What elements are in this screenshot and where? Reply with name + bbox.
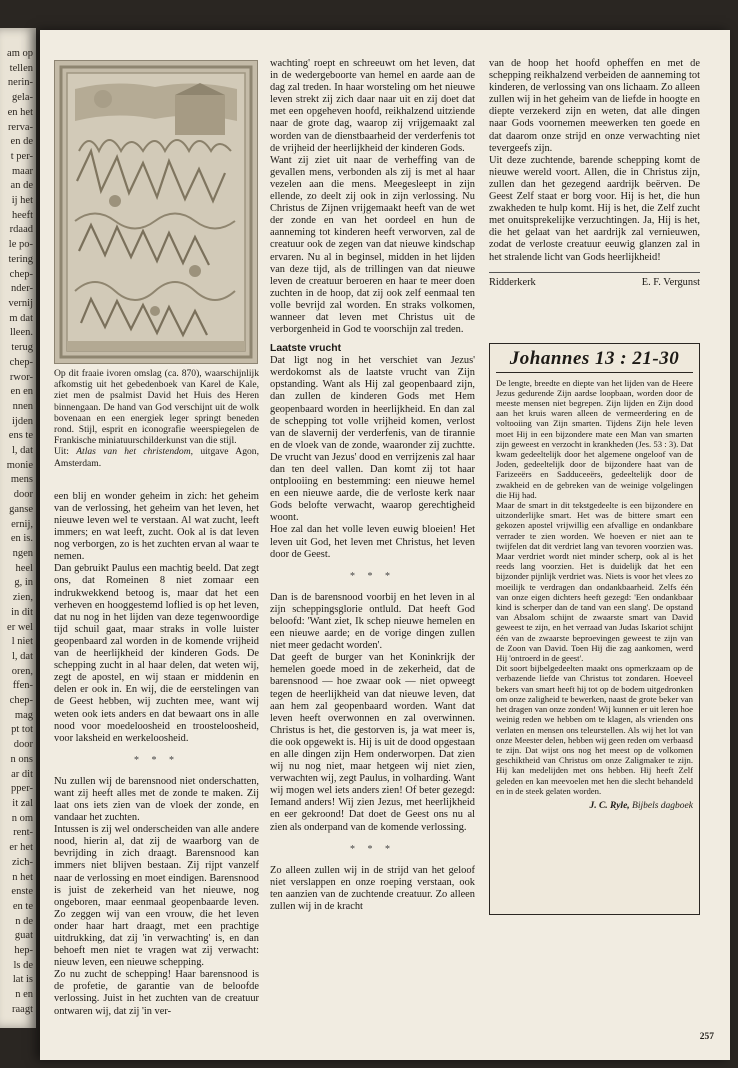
prev-page-fragment: nder-	[11, 283, 33, 295]
sidebar-box	[489, 343, 700, 915]
prev-page-fragment: pt tot	[11, 724, 33, 736]
ivory-cover-image	[54, 60, 258, 364]
prev-page-fragment: am op	[7, 48, 33, 59]
sidebar-source: Bijbels dagboek	[632, 800, 693, 811]
prev-page-fragment: heel	[15, 562, 33, 574]
prev-page-fragment: en is.	[10, 533, 33, 545]
prev-page-fragment: n de	[15, 915, 33, 927]
prev-page-fragment: an de	[10, 180, 33, 192]
prev-page-fragment: monie	[6, 459, 33, 471]
paragraph: Hoe zal dan het volle leven euwig bloeien! Het leven uit God, het leven met Christus, het leven door de Geest.	[270, 524, 475, 560]
prev-page-fragment: rerva-	[7, 121, 33, 133]
sidebar-author: J. C. Ryle,	[589, 800, 630, 811]
prev-page-fragment: it zal	[12, 798, 33, 809]
prev-page-fragment: n ons	[10, 753, 33, 765]
page-number: 257	[699, 1032, 714, 1042]
prev-page-fragment: door	[13, 489, 33, 501]
prev-page-fragment: rdaad	[9, 224, 33, 236]
prev-page-fragment: ernij,	[11, 518, 33, 530]
prev-page-fragment: l, dat	[12, 445, 33, 457]
prev-page-fragment: ganse	[9, 503, 33, 515]
prev-page-fragment: mens	[10, 474, 33, 486]
prev-page-fragment: maar	[12, 165, 33, 177]
sidebar-attribution	[496, 801, 693, 811]
prev-page-fragment: rwor-	[9, 371, 33, 383]
prev-page-fragment: zich-	[12, 856, 33, 868]
caption-text: Op dit fraaie ivoren omslag (ca. 870), waarschijnlijk afkomstig uit het gebedenboek van Karel de Kale, ziet men de psalmist David het Huis des Heren binnengaan. De hand van God verschijnt uit de wolk bovenaan en een energiek leger springt beneden rond. Stijl, esprit en iconografie weerspiegelen de Frankische miniatuurschilderkunst van die stijl.	[54, 368, 259, 447]
prev-page-fragment: n en	[15, 989, 33, 1001]
sidebar-paragraph: Dit soort bijbelgedeelten maakt ons opmerkzaam op de verbazende liefde van Christus tot zondaren. Hoeveel bekers van smart heeft hij tot op de bodem uitgedronken om onze zaligheid te bewerken, naast de grote beker van het dragen van onze zonden! Wij kunnen er uit leren hoe weinig reden we hebben om te klagen, als vrienden ons verlaten en mensen ons teleurstellen. Als wij het lot van onze Meester delen, hebben wij geen reden om verbaasd te zijn. Dat wijst ons nog het meest op de volkomen geschiktheid van Christus om onze Zaligmaker te zijn. Hij kan medelijden met ons hebben. Hij heeft Zelf geleden en kan meevoelen met hen die slecht behandeld en in de steek gelaten worden.	[496, 663, 693, 796]
caption-source: Uit: Atlas van het christendom, uitgave Agon, Amsterdam.	[54, 446, 259, 469]
article-signature	[489, 272, 700, 288]
signature-place: Ridderkerk	[489, 276, 536, 288]
section-heading: Laatste vrucht	[270, 343, 342, 355]
paragraph: Dan gebruikt Paulus een machtig beeld. Dat zegt ons, dat Romeinen 8 niet zomaar een indrukwekkend betoog is, maar dat het een verheven en hooggestemd loflied is op het leven, dat nu nog in het lijden van deze tegenwoordige tijd schuil gaat, maar straks in volle luister geopenbaard zal worden in de komende vrijheid van de heerlijkheid der kinderen Gods. De schepping zucht in al haar delen, dat weten wij, zegt de apostel, en wij staan er middenin en delen er ook in. En wij, die de eerstelingen van de Geest hebben, wij zuchten mee, want wij weten ook iets anders en dat bewaart ons in alle nood voor moedeloosheid en troosteloosheid, voor laksheid en werkeloosheid.	[54, 563, 259, 744]
prev-page-fragment: guat	[14, 930, 33, 942]
column-1	[54, 60, 259, 1018]
section-separator: * * *	[134, 754, 179, 766]
prev-page-fragment: er het	[9, 842, 33, 854]
prev-page-fragment: ar dit	[11, 768, 33, 780]
prev-page-fragment: pper-	[11, 783, 33, 795]
paragraph: wachting' roept en schreeuwt om het leven, dat in de wedergeboorte van hemel en aarde aan de dag zal treden. In haar worsteling om het nieuwe leven strekt zij zich daar naar uit en zij doet dat met een opgeheven hoofd, reikhalzend uitziende naar de grote dag, waarop zij vrijgemaakt zal worden van de dienstbaarheid der verderfenis tot de vrijheid der heerlijkheid der kinderen Gods.	[270, 58, 475, 154]
prev-page-fragment: en te	[12, 900, 33, 912]
prev-page-fragment: en het	[7, 106, 33, 118]
prev-page-fragment: en en	[10, 386, 33, 398]
paragraph: Nu zullen wij de barensnood niet onderschatten, want zij heeft alles met de zonde te maken. Zij laat ons iets zien van de vloek der zonde, en vandaar het zuchten.	[54, 775, 259, 824]
prev-page-fragment: nnen	[12, 400, 33, 412]
magazine-page	[40, 30, 730, 1060]
prev-page-fragment: n het	[12, 871, 33, 883]
prev-page-fragment: er wel	[7, 621, 33, 633]
sidebar-paragraph: Maar de smart in dit tekstgedeelte is een bijzondere en uitzonderlijke smart. Het was de bittere smart een gekozen apostel vrijwillig een afvallige en ondankbare verrader te zien worden. We hoeven er niet aan te twijfelen dat dit verdriet lang van tevoren voorzien was. Maar verdriet wordt niet minder scherp, ook al is het reeds lang voorzien. Het is duidelijk dat het een bijzonder pijnlijk verdriet was. Niets is voor het vlees zo moeilijk te verdragen dan ondankbaarheid. Zelfs één van onze eigen dichters heeft gezegd: 'Een ondankbaar kind is scherper dan de tand van een slang'. De opstand van Absalom schijnt de zwaarste smart van David geweest te zijn, en het verraad van Judas Iskariot schijnt één van de zwaarste beproevingen geweest te zijn van de Zoon van David. Toen Hij die zag aankomen, werd Hij 'ontroerd in de geest'.	[496, 500, 693, 664]
prev-page-fragment: hep-	[14, 945, 33, 957]
prev-page-fragment: gela-	[12, 92, 33, 104]
prev-page-fragment: mag	[14, 709, 33, 721]
prev-page-fragment: l niet	[11, 636, 33, 648]
prev-page-fragment: vernij	[8, 298, 33, 309]
source-title: Atlas van het christendom,	[76, 446, 194, 458]
prev-page-fragment: heeft	[12, 209, 33, 221]
prev-page-fragment: oren,	[11, 665, 33, 677]
prev-page-fragment: zien,	[12, 592, 33, 604]
prev-page-fragment: terug	[11, 342, 33, 354]
prev-page-fragment: chep-	[9, 356, 33, 368]
previous-page-edge	[0, 28, 36, 1028]
prev-page-fragment: lleen.	[9, 327, 33, 339]
prev-page-fragment: ffen-	[12, 680, 33, 692]
prev-page-fragment: ls de	[13, 959, 33, 971]
paragraph: Uit deze zuchtende, barende schepping komt de nieuwe wereld voort. Allen, die in Christus zijn, zullen dan het gezegend aardrijk beërven. De Geest Zelf staat er borg voor. Hij is het, die hun zwakheden te hulp komt. Hij is het, die Zelf zucht met onuitsprekelijke verzuchtingen. Ja, Hij is het, die het gelaat van het aardrijk zal vernieuwen, zodat de verloste creatuur eeuwig glanzen zal in het stralende licht van Gods heerlijkheid!	[489, 154, 700, 263]
prev-page-fragment: door	[13, 739, 33, 751]
prev-page-fragment: t per-	[10, 150, 33, 162]
column-3	[489, 58, 700, 915]
prev-page-fragment: lat is	[12, 974, 33, 986]
paragraph: een blij en wonder geheim in zich: het geheim van de verlossing, het geheim van het leven, het nieuwe leven wel te verstaan. Al wat zucht, leeft immers; en wat leeft, zucht. Ook al is dat leven nog verborgen, zo is het zuchten ervan al waar te nemen.	[54, 490, 259, 563]
sidebar-paragraph: De lengte, breedte en diepte van het lijden van de Heere Jezus gedurende Zijn aardse loopbaan, worden door de meeste mensen niet begrepen. Zijn lijden en Zijn dood aan het kruis waren alleen de vermeerdering en de voltooiing van Zijn smarten. Tijdens Zijn hele leven moet Hij in een bijzondere mate een Man van smarten zijn geweest en verzocht in krankheden (Jes. 53 : 3). Dat kwam gedeeltelijk door het algemene ongeloof van de Joden, gedeeltelijk door de bijzondere haat van de Farizeeërs en Sadduceeërs, gedeeltelijk door de zwakheid en de gebreken van de weinige volgelingen die Hij had.	[496, 377, 693, 500]
prev-page-fragment: chep-	[9, 695, 33, 707]
paragraph: Dat ligt nog in het verschiet van Jezus' werdokomst als de laatste vrucht van Zijn opstanding. Want als Hij zal geopenbaard zijn, dan zullen de kinderen Gods met Hem geopenbaard worden in heerlijkheid. En dan zal de schepping tot volle vrijheid komen, verlost van de slavernij der verderfenis, van de tirannie en de vloek van de zonde, waaronder zij zuchtte. De vrucht van Jezus' dood en verrijzenis zal haar dan ten deel vallen. Dan komt zij tot haar ontplooiing en bestemming: een nieuwe hemel en een nieuwe aarde, die de verloste kerk naar Gods belofte verwacht, waarop gerechtigheid woont.	[270, 355, 475, 524]
paragraph: Zo alleen zullen wij in de strijd van het geloof niet verslappen en onze roeping verstaan, ook ten aanzien van de zuchtende creatuur. Zo alleen zullen wij in de kracht	[270, 864, 475, 912]
prev-page-fragment: ij het	[11, 195, 33, 207]
ivory-relief-icon	[55, 61, 257, 363]
image-caption	[54, 368, 259, 469]
signature-author: E. F. Vergunst	[641, 276, 700, 288]
paragraph: van de hoop het hoofd opheffen en met de schepping reikhalzend verbeiden de aanneming tot kinderen, de verlossing van ons lichaam. Zo alleen zullen wij in het geheim van de liefde in hoogte en diepte verzekerd zijn en weten, dat alle dingen naar Gods voornemen meewerken ten goede en dat daarom onze strijd en onze verwachting niet tevergeefs zijn.	[489, 58, 700, 154]
column-2	[270, 58, 475, 913]
prev-page-fragment: tellen	[9, 62, 33, 74]
prev-page-fragment: ngen	[12, 548, 33, 559]
prev-page-fragment: m dat	[9, 312, 33, 324]
prev-page-fragment: raagt	[12, 1003, 33, 1015]
prev-page-fragment: in dit	[11, 606, 33, 618]
prev-page-fragment: ijden	[12, 415, 33, 427]
prev-page-fragment: l, dat	[12, 650, 33, 662]
paragraph: Dan is de barensnood voorbij en het leven in al zijn scheppingsglorie ontluld. Dat heeft God beloofd: 'Want ziet, Ik schep nieuwe hemelen en een nieuwe aarde; en de vorige dingen zullen niet meer gedacht worden'.	[270, 591, 475, 652]
paragraph: Want zij ziet uit naar de verheffing van de gevallen mens, verbonden als zij is met al haar vezelen aan die mens. Meegesleept in zijn ellende, zo deelt zij ook in zijn verlossing. Nu Christus de Zijnen vrijgemaakt heeft van de wet der zonde en van het oordeel en hun de aanneming tot kinderen heeft verworven, zal de creatuur ook de zegen van dat nieuwe kindschap ervaren. Nu al in beginsel, midden in het lijden van deze tijd, als de trillingen van dat nieuwe leven de creatuur beroeren en haar te meer doen zuchten in de hoop, dat zij ook zelf eenmaal ten volle bevrijd zal worden. En straks volkomen, wanneer dat leven met Christus uit de verborgenheid in God te voorschijn zal treden.	[270, 154, 475, 336]
section-separator: * * *	[350, 843, 395, 855]
paragraph: Zo nu zucht de schepping! Haar barensnood is de profetie, de garantie van de beloofde verlossing. Juist in het zuchten van de creatuur ontwaren wij, dat zij 'in ver-	[54, 969, 259, 1017]
section-separator: * * *	[350, 570, 395, 582]
paragraph: Intussen is zij wel onderscheiden van alle andere nood, hierin al, dat zij de waarborg van de bevrijding in zich draagt. Barensnood kan immers niet blijven bestaan. Zij rijpt vanzelf naar de verlossing en moet eindigen. Barensnood is juist de zekerheid van het nieuwe, nog ongeboren, maar eenmaal geopenbaarde leven. Zo zeggen wij van een vrouw, die het leven onder haar hart draagt, met een prachtige uitdrukking, dat zij 'in verwachting' is, en dan behoeft men niet te vragen wat zij verwacht: nieuw leven, een nieuwe schepping.	[54, 824, 259, 969]
prev-page-fragment: n om	[11, 812, 33, 824]
prev-page-fragment: tering	[8, 253, 33, 265]
prev-page-fragment: chep-	[9, 268, 33, 280]
prev-page-fragment: rent-	[13, 827, 33, 839]
prev-page-fragment: le po-	[8, 239, 33, 251]
prev-page-fragment: g, in	[14, 577, 33, 589]
prev-page-fragment: ens te	[8, 430, 33, 442]
prev-page-fragment: nerin-	[7, 77, 33, 89]
paragraph: Dat geeft de burger van het Koninkrijk der hemelen goede moed in de zekerheid, dat de barensnood — hoe zwaar ook — niet opweegt tegen de heerlijkheid van dat nieuwe leven, dat aan hem zal geopenbaard worden. Want dat leven heeft overwonnen en zal overwinnen. Christus is het, die gestorven is, ja wat meer is, die ook opgewekt is. Hij is uit de dood opgestaan en alle dingen zijn Hem onderworpen. Dat zien wij nu nog niet, maar hetgeen wij niet zien, verwachten wij, zegt Paulus, in volharding. Want wij mogen wel iets anders zien! Of beter gezegd: Iemand anders! Wij zien Jezus, met heerlijkheid en eer gekroond! Dat doet de Geest ons nu al zien als onderpand van de komende verlossing.	[270, 652, 475, 833]
sidebar-title: Johannes 13 : 21-30	[496, 348, 693, 373]
prev-page-fragment: enste	[11, 886, 33, 898]
prev-page-fragment: en de	[10, 136, 33, 148]
